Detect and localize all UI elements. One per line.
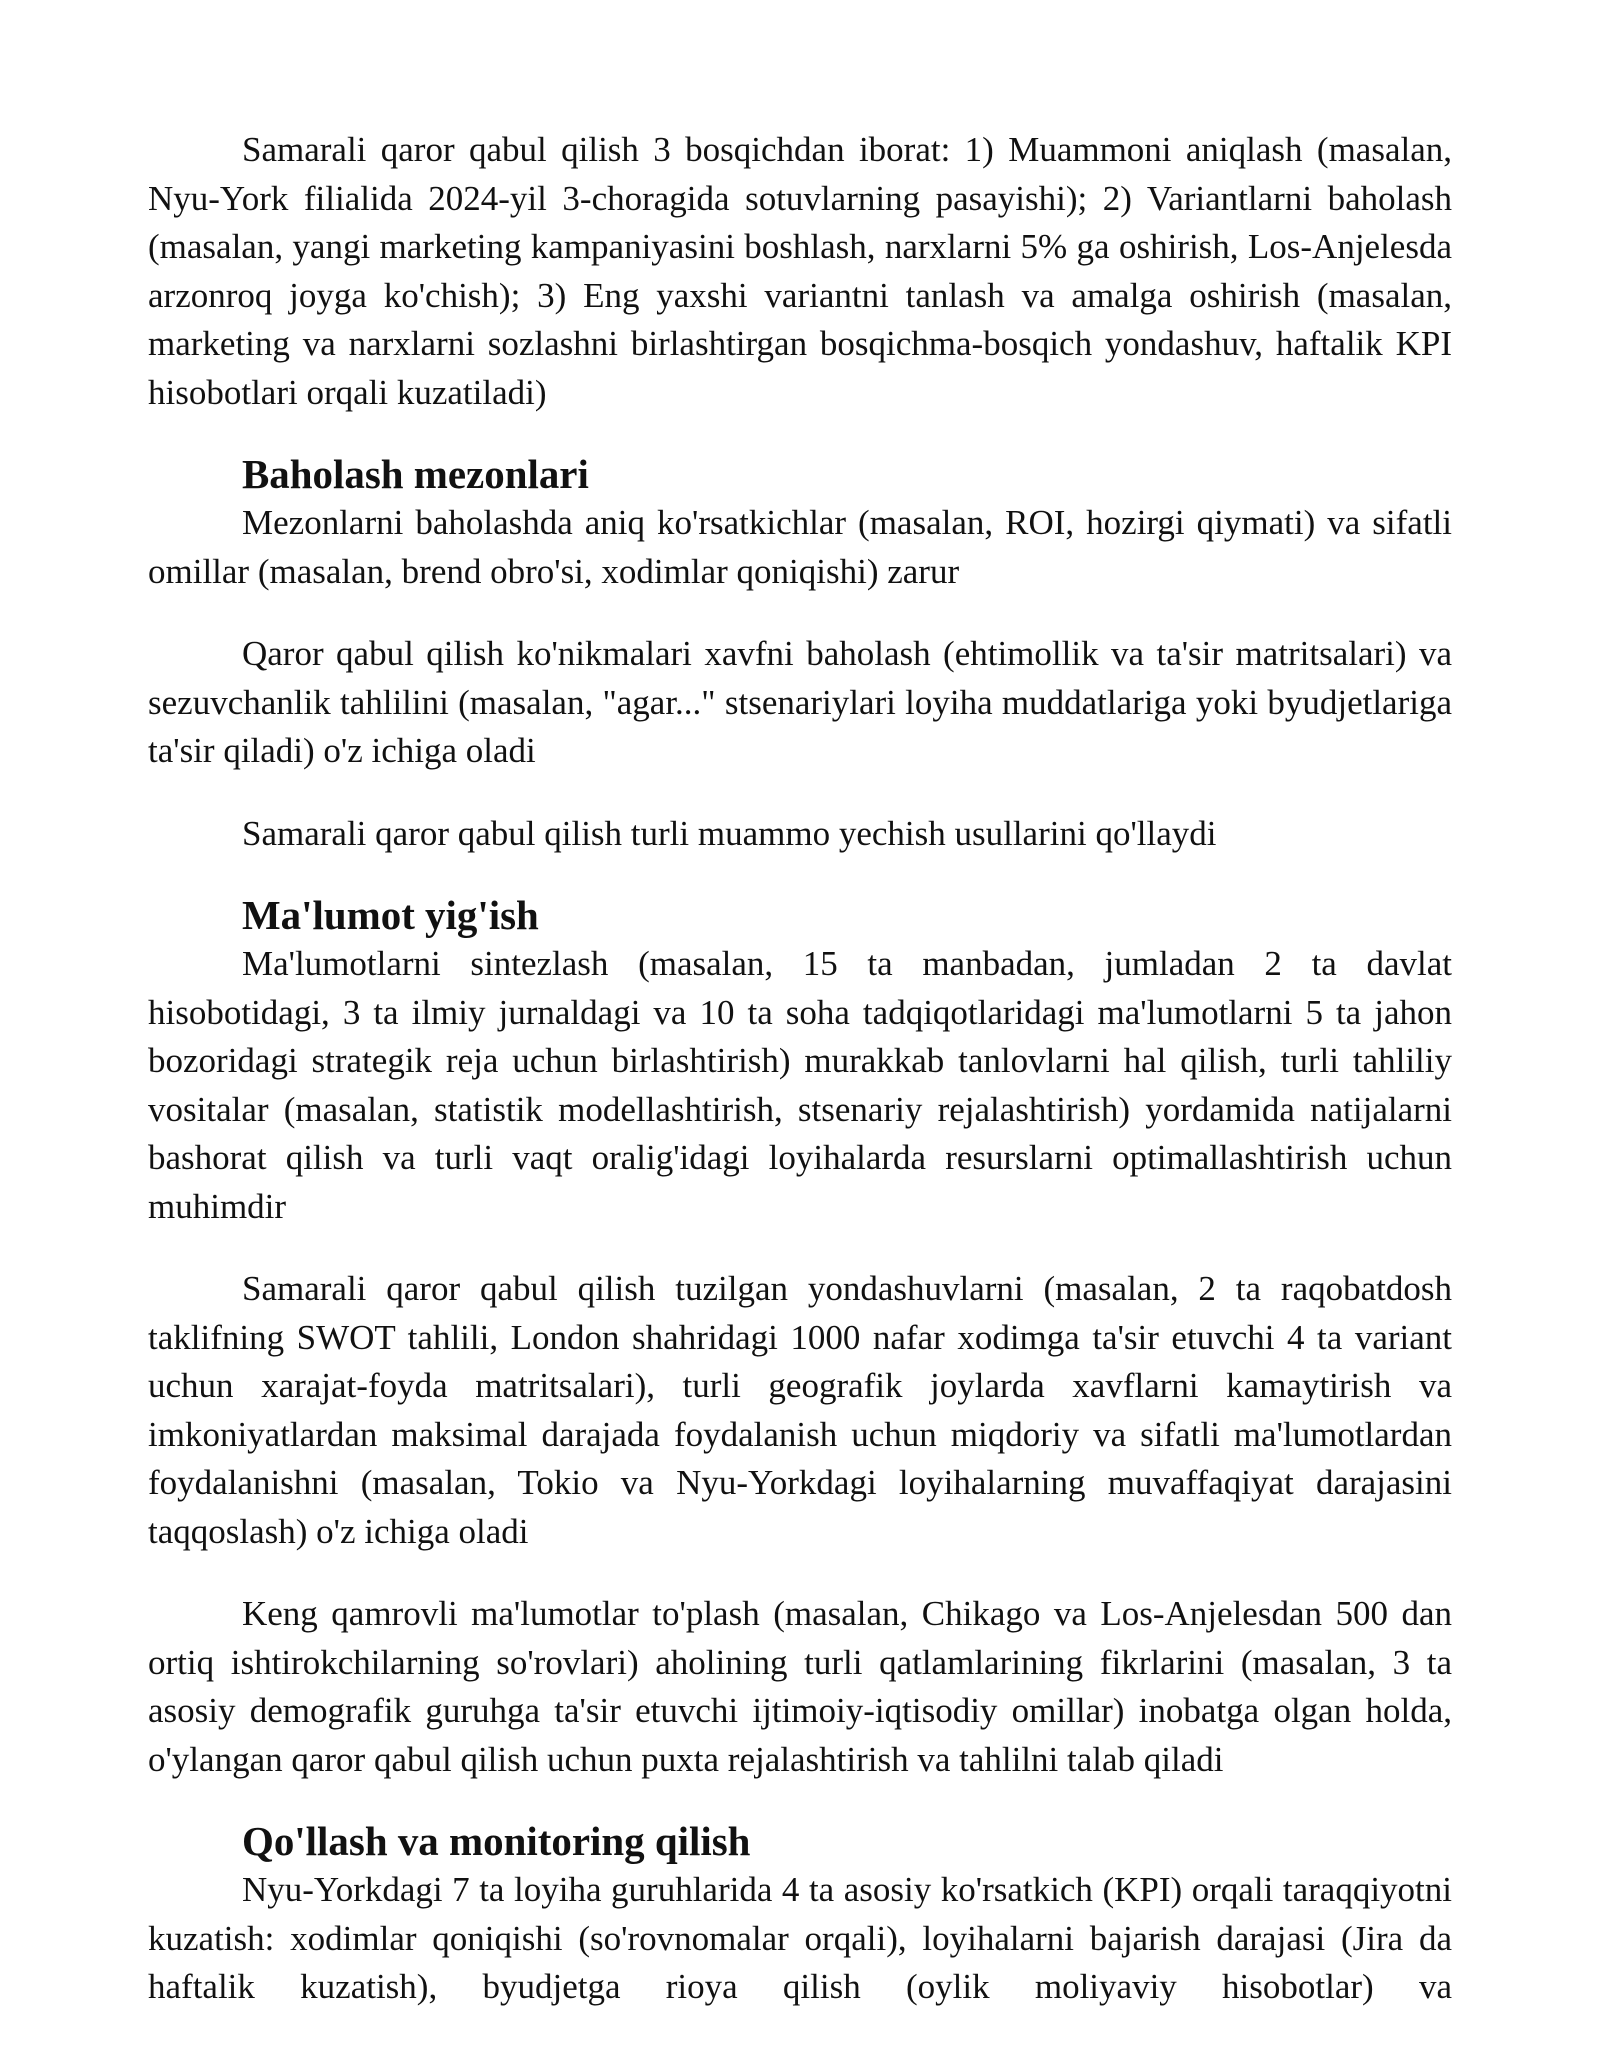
paragraph-comprehensive-data: Keng qamrovli ma'lumotlar to'plash (masalan, Chikago va Los-Anjelesdan 500 dan ortiq ishtirokchilarning so'rovlari) aholining turli qatlamlarining fikrlarini (masalan, 3 ta asosiy demografik guruhga ta'sir etuvchi ijtimoiy-iqtisodiy omillar) inobatga olgan holda, o'ylangan qaror qabul qilish uchun puxta rejalashtirish va tahlilni talab qiladi: [148, 1594, 1452, 1779]
paragraph-problem-solving: Samarali qaror qabul qilish turli muammo yechish usullarini qo'llaydi: [242, 813, 1217, 853]
document-page: [148, 126, 1452, 2012]
paragraph-decision-stages: Samarali qaror qabul qilish 3 bosqichdan iborat: 1) Muammoni aniqlash (masalan, Nyu-York filialida 2024-yil 3-choragida sotuvlarning pasayishi); 2) Variantlarni baholash (masalan, yangi marketing kampaniyasini boshlash, narxlarni 5% ga oshirish, Los-Anjelesda arzonroq joyga ko'chish); 3) Eng yaxshi variantni tanlash va amalga oshirish (masalan, marketing va narxlarni sozlashni birlashtirgan bosqichma-bosqich yondashuv, haftalik KPI hisobotlari orqali kuzatiladi): [148, 130, 1452, 412]
paragraph-evaluation-criteria: Mezonlarni baholashda aniq ko'rsatkichlar (masalan, ROI, hozirgi qiymati) va sifatli omillar (masalan, brend obro'si, xodimlar qoniqishi) zarur: [148, 503, 1452, 591]
paragraph-data-synthesis: Ma'lumotlarni sintezlash (masalan, 15 ta manbadan, jumladan 2 ta davlat hisobotidagi, 3 ta ilmiy jurnaldagi va 10 ta soha tadqiqotlaridagi ma'lumotlarni 5 ta jahon bozoridagi strategik reja uchun birlashtirish) murakkab tanlovlarni hal qilish, turli tahliliy vositalar (masalan, statistik modellashtirish, stsenariy rejalashtirish) yordamida natijalarni bashorat qilish va turli vaqt oralig'idagi loyihalarda resurslarni optimallashtirish uchun muhimdir: [148, 944, 1452, 1226]
paragraph-risk-assessment: Qaror qabul qilish ko'nikmalari xavfni baholash (ehtimollik va ta'sir matritsalari) va sezuvchanlik tahlilini (masalan, "agar..." stsenariylari loyiha muddatlariga yoki byudjetlariga ta'sir qiladi) o'z ichiga oladi: [148, 634, 1452, 770]
heading-evaluation-criteria: Baholash mezonlari: [242, 452, 589, 497]
paragraph-structured-approaches: Samarali qaror qabul qilish tuzilgan yondashuvlarni (masalan, 2 ta raqobatdosh taklifning SWOT tahlili, London shahridagi 1000 nafar xodimga ta'sir etuvchi 4 ta variant uchun xarajat-foyda matritsalari), turli geografik joylarda xavflarni kamaytirish va imkoniyatlardan maksimal darajada foydalanish uchun miqdoriy va sifatli ma'lumotlardan foydalanishni (masalan, Tokio va Nyu-Yorkdagi loyihalarning muvaffaqiyat darajasini taqqoslash) o'z ichiga oladi: [148, 1269, 1452, 1551]
paragraph-kpi-tracking: Nyu-Yorkdagi 7 ta loyiha guruhlarida 4 ta asosiy ko'rsatkich (KPI) orqali taraqqiyotni kuzatish: xodimlar qoniqishi (so'rovnomalar orqali), loyihalarni bajarish darajasi (Jira da haftalik kuzatish), byudjetga rioya qilish (oylik moliyaviy hisobotlar) va: [148, 1870, 1452, 2006]
heading-data-collection: Ma'lumot yig'ish: [242, 893, 539, 938]
heading-implementation-monitoring: Qo'llash va monitoring qilish: [242, 1819, 751, 1864]
